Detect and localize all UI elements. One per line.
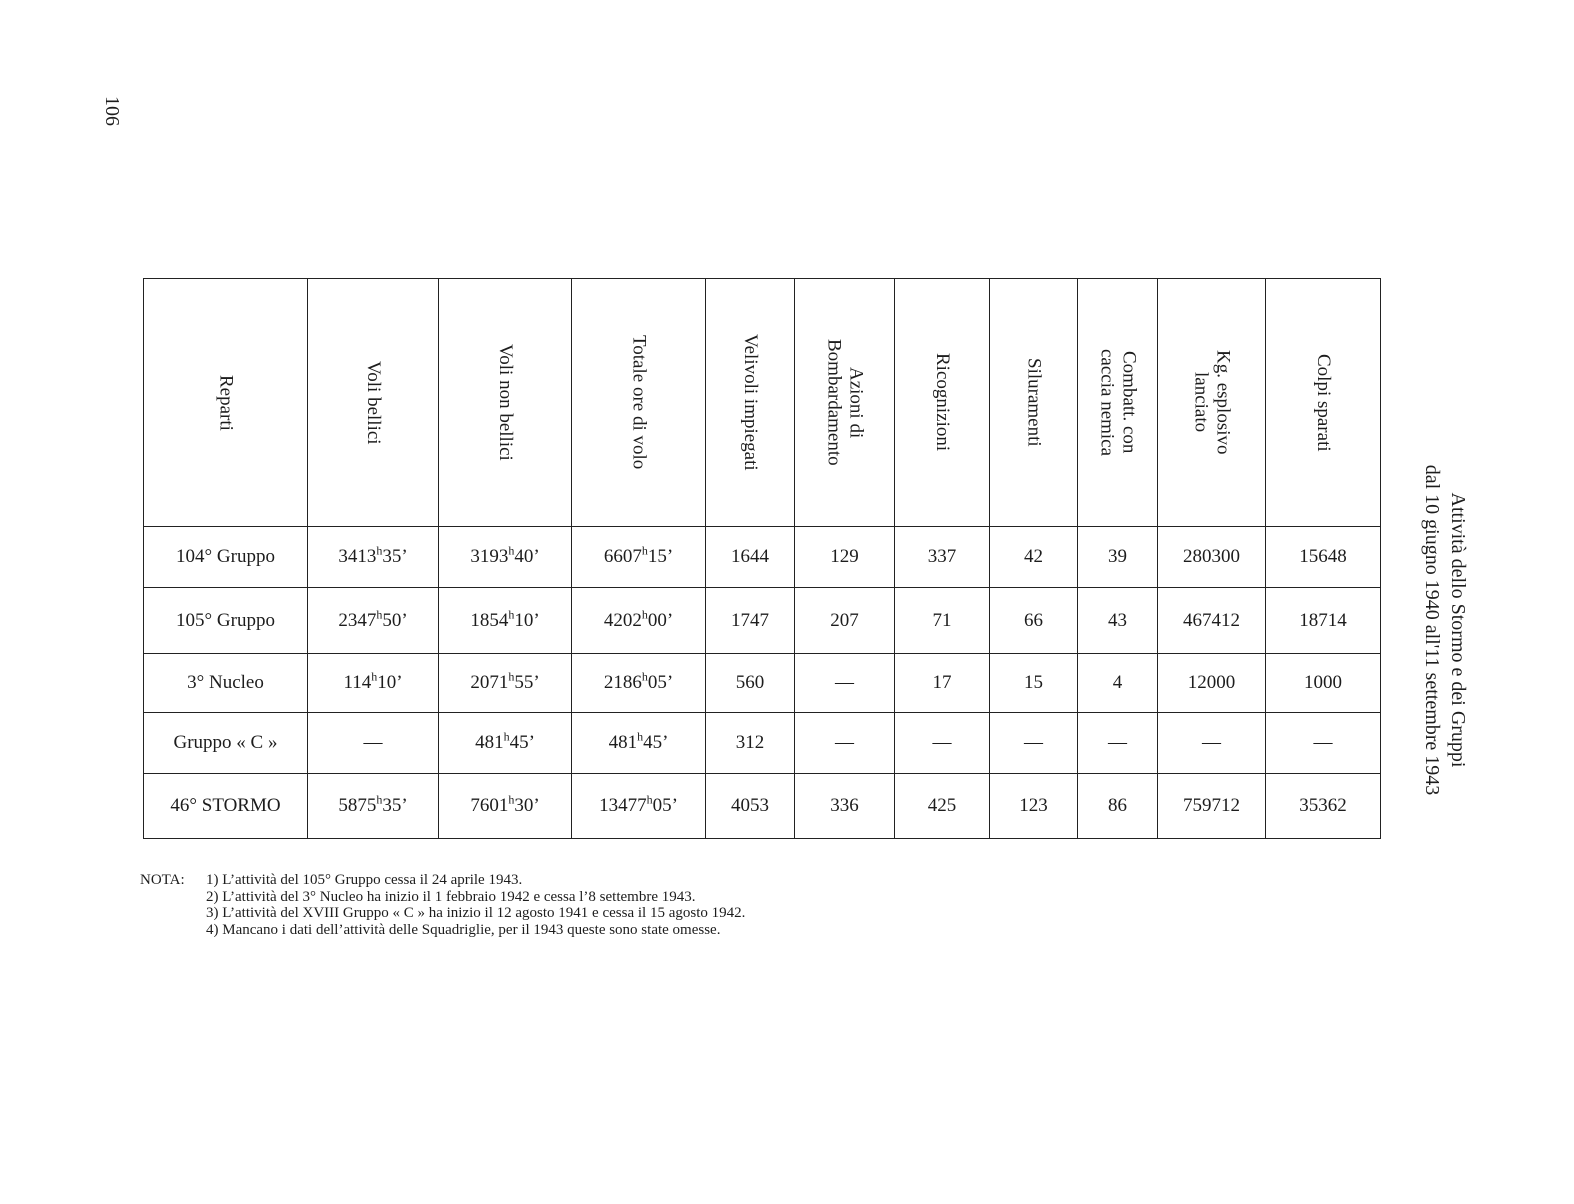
- notes-label: NOTA:: [140, 872, 185, 888]
- bombardamento-cell: —: [795, 654, 895, 713]
- siluramenti-cell: —: [990, 713, 1078, 774]
- reparto-cell: 104° Gruppo: [144, 527, 308, 588]
- colpi-cell: 18714: [1266, 588, 1381, 654]
- caption-line-1: Attività dello Stormo e dei Gruppi: [1447, 492, 1469, 768]
- ricognizioni-cell: 17: [895, 654, 990, 713]
- note-item: 4) Mancano i dati dell’attività delle Squadriglie, per il 1943 queste sono state omesse.: [206, 921, 721, 938]
- table-header-row: [144, 279, 1381, 527]
- ricognizioni-cell: 425: [895, 774, 990, 839]
- column-header: Voli non bellici: [439, 279, 572, 527]
- caption-line-2: dal 10 giugno 1940 all'11 settembre 1943: [1421, 464, 1443, 796]
- totale-ore-cell: 4202$^h$00’: [572, 588, 706, 654]
- table-row: [144, 588, 1381, 654]
- reparto-cell: 3° Nucleo: [144, 654, 308, 713]
- combattimenti-cell: —: [1078, 713, 1158, 774]
- ricognizioni-cell: 71: [895, 588, 990, 654]
- table-row: [144, 654, 1381, 713]
- combattimenti-cell: 43: [1078, 588, 1158, 654]
- totale-ore-cell: 13477$^h$05’: [572, 774, 706, 839]
- voli-bellici-cell: 2347$^h$50’: [308, 588, 439, 654]
- siluramenti-cell: 15: [990, 654, 1078, 713]
- voli-bellici-cell: 3413$^h$35’: [308, 527, 439, 588]
- column-header: Voli bellici: [308, 279, 439, 527]
- table-row-total: [144, 774, 1381, 839]
- colpi-cell: —: [1266, 713, 1381, 774]
- totale-ore-cell: 6607$^h$15’: [572, 527, 706, 588]
- column-header: Kg. esplosivo lanciato: [1158, 279, 1266, 527]
- colpi-cell: 1000: [1266, 654, 1381, 713]
- velivoli-cell: 312: [706, 713, 795, 774]
- column-header: Totale ore di volo: [572, 279, 706, 527]
- voli-bellici-cell: 114$^h$10’: [308, 654, 439, 713]
- kg-esplosivo-cell: —: [1158, 713, 1266, 774]
- velivoli-cell: 560: [706, 654, 795, 713]
- velivoli-cell: 4053: [706, 774, 795, 839]
- siluramenti-cell: 123: [990, 774, 1078, 839]
- column-header: Reparti: [144, 279, 308, 527]
- bombardamento-cell: 129: [795, 527, 895, 588]
- ricognizioni-cell: —: [895, 713, 990, 774]
- voli-bellici-cell: —: [308, 713, 439, 774]
- velivoli-cell: 1644: [706, 527, 795, 588]
- kg-esplosivo-cell: 759712: [1158, 774, 1266, 839]
- column-header: Colpi sparati: [1266, 279, 1381, 527]
- combattimenti-cell: 4: [1078, 654, 1158, 713]
- velivoli-cell: 1747: [706, 588, 795, 654]
- page-number: 106: [101, 96, 123, 126]
- kg-esplosivo-cell: 280300: [1158, 527, 1266, 588]
- bombardamento-cell: 207: [795, 588, 895, 654]
- voli-non-bellici-cell: 481$^h$45’: [439, 713, 572, 774]
- activity-table: [143, 278, 1381, 839]
- column-header: Azioni di Bombardamento: [795, 279, 895, 527]
- column-header: Combatt. con caccia nemica: [1078, 279, 1158, 527]
- voli-non-bellici-cell: 7601$^h$30’: [439, 774, 572, 839]
- kg-esplosivo-cell: 467412: [1158, 588, 1266, 654]
- voli-non-bellici-cell: 1854$^h$10’: [439, 588, 572, 654]
- reparto-cell: 105° Gruppo: [144, 588, 308, 654]
- column-header: Ricognizioni: [895, 279, 990, 527]
- reparto-cell: Gruppo « C »: [144, 713, 308, 774]
- bombardamento-cell: —: [795, 713, 895, 774]
- totale-ore-cell: 2186$^h$05’: [572, 654, 706, 713]
- column-header: Velivoli impiegati: [706, 279, 795, 527]
- voli-non-bellici-cell: 3193$^h$40’: [439, 527, 572, 588]
- note-item: 1) L’attività del 105° Gruppo cessa il 24 aprile 1943.: [206, 872, 523, 888]
- siluramenti-cell: 42: [990, 527, 1078, 588]
- ricognizioni-cell: 337: [895, 527, 990, 588]
- siluramenti-cell: 66: [990, 588, 1078, 654]
- colpi-cell: 15648: [1266, 527, 1381, 588]
- reparto-cell: 46° STORMO: [144, 774, 308, 839]
- kg-esplosivo-cell: 12000: [1158, 654, 1266, 713]
- column-header: Siluramenti: [990, 279, 1078, 527]
- colpi-cell: 35362: [1266, 774, 1381, 839]
- bombardamento-cell: 336: [795, 774, 895, 839]
- combattimenti-cell: 39: [1078, 527, 1158, 588]
- note-item: 2) L’attività del 3° Nucleo ha inizio il 1 febbraio 1942 e cessa l’8 settembre 1943.: [206, 888, 696, 905]
- table-row: [144, 527, 1381, 588]
- combattimenti-cell: 86: [1078, 774, 1158, 839]
- footnotes: [140, 872, 1040, 938]
- note-item: 3) L’attività del XVIII Gruppo « C » ha inizio il 12 agosto 1941 e cessa il 15 agosto 1942.: [206, 905, 746, 921]
- table-row: [144, 713, 1381, 774]
- totale-ore-cell: 481$^h$45’: [572, 713, 706, 774]
- voli-non-bellici-cell: 2071$^h$55’: [439, 654, 572, 713]
- voli-bellici-cell: 5875$^h$35’: [308, 774, 439, 839]
